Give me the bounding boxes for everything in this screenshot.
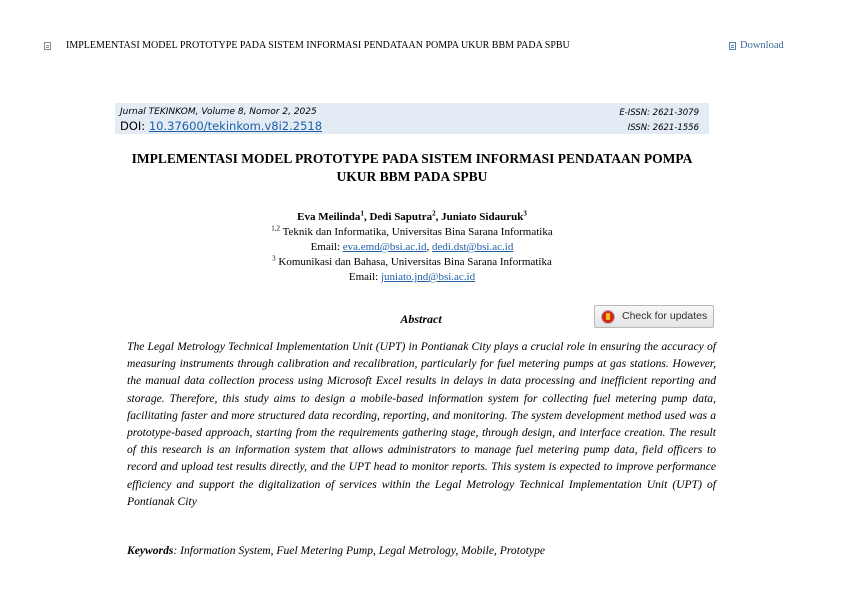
download-link[interactable]: Download bbox=[740, 40, 784, 51]
download-icon[interactable] bbox=[729, 42, 736, 50]
check-for-updates-button[interactable] bbox=[594, 305, 714, 328]
affiliation-2 bbox=[115, 255, 709, 270]
doi-line bbox=[120, 118, 322, 134]
author-list: Eva Meilinda$^1$, Dedi Saputra$^2$, Juniato Sidauruk$^3$ bbox=[297, 209, 527, 223]
affiliation-1 bbox=[115, 225, 709, 240]
author-name: Dedi Saputra bbox=[369, 211, 433, 223]
email-link[interactable]: dedi.dst@bsi.ac.id bbox=[432, 241, 514, 253]
document-icon bbox=[44, 42, 51, 50]
abstract-heading: Abstract bbox=[400, 312, 442, 326]
eissn: E-ISSN: 2621-3079 bbox=[619, 108, 699, 118]
check-for-updates-label[interactable]: Check for updates bbox=[622, 310, 708, 322]
document-title: IMPLEMENTASI MODEL PROTOTYPE PADA SISTEM INFORMASI PENDATAAN POMPA UKUR BBM PADA SPBU bbox=[66, 40, 570, 51]
affiliation-sup: 1,2 bbox=[271, 224, 280, 233]
author-name: Juniato Sidauruk bbox=[441, 211, 524, 223]
author-sup: 3 bbox=[523, 209, 527, 218]
doi-label: DOI: bbox=[120, 119, 146, 133]
affiliation-text: Teknik dan Informatika, Universitas Bina Sarana Informatika bbox=[282, 226, 553, 238]
doi-link[interactable]: 10.37600/tekinkom.v8i2.2518 bbox=[148, 119, 323, 133]
author-sup: 2 bbox=[432, 209, 436, 218]
email-label: Email: bbox=[310, 241, 340, 253]
affiliation-sup: 3 bbox=[272, 254, 276, 263]
keywords-line bbox=[127, 542, 716, 559]
abstract-text: The Legal Metrology Technical Implementation Unit (UPT) in Pontianak City plays a crucial role in ensuring the accuracy of measuring instruments through calibration and recalibration, particularly for fuel metering pumps at gas stations. However, the manual data collection process using Microsoft Excel results in delays in data processing and inefficient reporting and storage. Therefore, this study aims to design a mobile-based information system for collecting fuel metering pump data, facilitating faster and more structured data recording, reporting, and monitoring. The system development method used was a prototype-based approach, starting from the requirements gathering stage, through design, and interface creation. The result of this research is an information system that allows administrators to manage fuel metering pump data, field officers to record and upload test results directly, and the UPT head to monitor reports. This system is expected to improve performance efficiency and support the digitalization of services within the Legal Metrology Technical Implementation Unit (UPT) of Pontianak City bbox=[127, 340, 716, 508]
authors-block bbox=[115, 210, 709, 285]
email-link[interactable]: juniato.jnd@bsi.ac.id bbox=[380, 271, 476, 283]
email-line-2 bbox=[115, 270, 709, 285]
viewer-topbar bbox=[0, 0, 842, 60]
email-line-1: Email: eva.emd@bsi.ac.id, dedi.dst@bsi.ac.id bbox=[310, 241, 514, 253]
author-sup: 1 bbox=[360, 209, 364, 218]
paper-title: IMPLEMENTASI MODEL PROTOTYPE PADA SISTEM INFORMASI PENDATAAN POMPA UKUR BBM PADA SPBU bbox=[131, 151, 693, 184]
email-link[interactable]: eva.emd@bsi.ac.id bbox=[342, 241, 427, 253]
journal-header bbox=[115, 103, 709, 134]
crossmark-icon bbox=[601, 310, 615, 324]
issn: ISSN: 2621-1556 bbox=[627, 123, 699, 133]
email-label: Email: bbox=[348, 271, 379, 283]
journal-info: Jurnal TEKINKOM, Volume 8, Nomor 2, 2025 bbox=[120, 107, 317, 117]
keywords-label: Keywords bbox=[127, 544, 174, 557]
keywords-text: : Information System, Fuel Metering Pump, Legal Metrology, Mobile, Prototype bbox=[173, 544, 546, 557]
author-name: Eva Meilinda bbox=[297, 211, 361, 223]
affiliation-text: Komunikasi dan Bahasa, Universitas Bina Sarana Informatika bbox=[278, 256, 552, 268]
